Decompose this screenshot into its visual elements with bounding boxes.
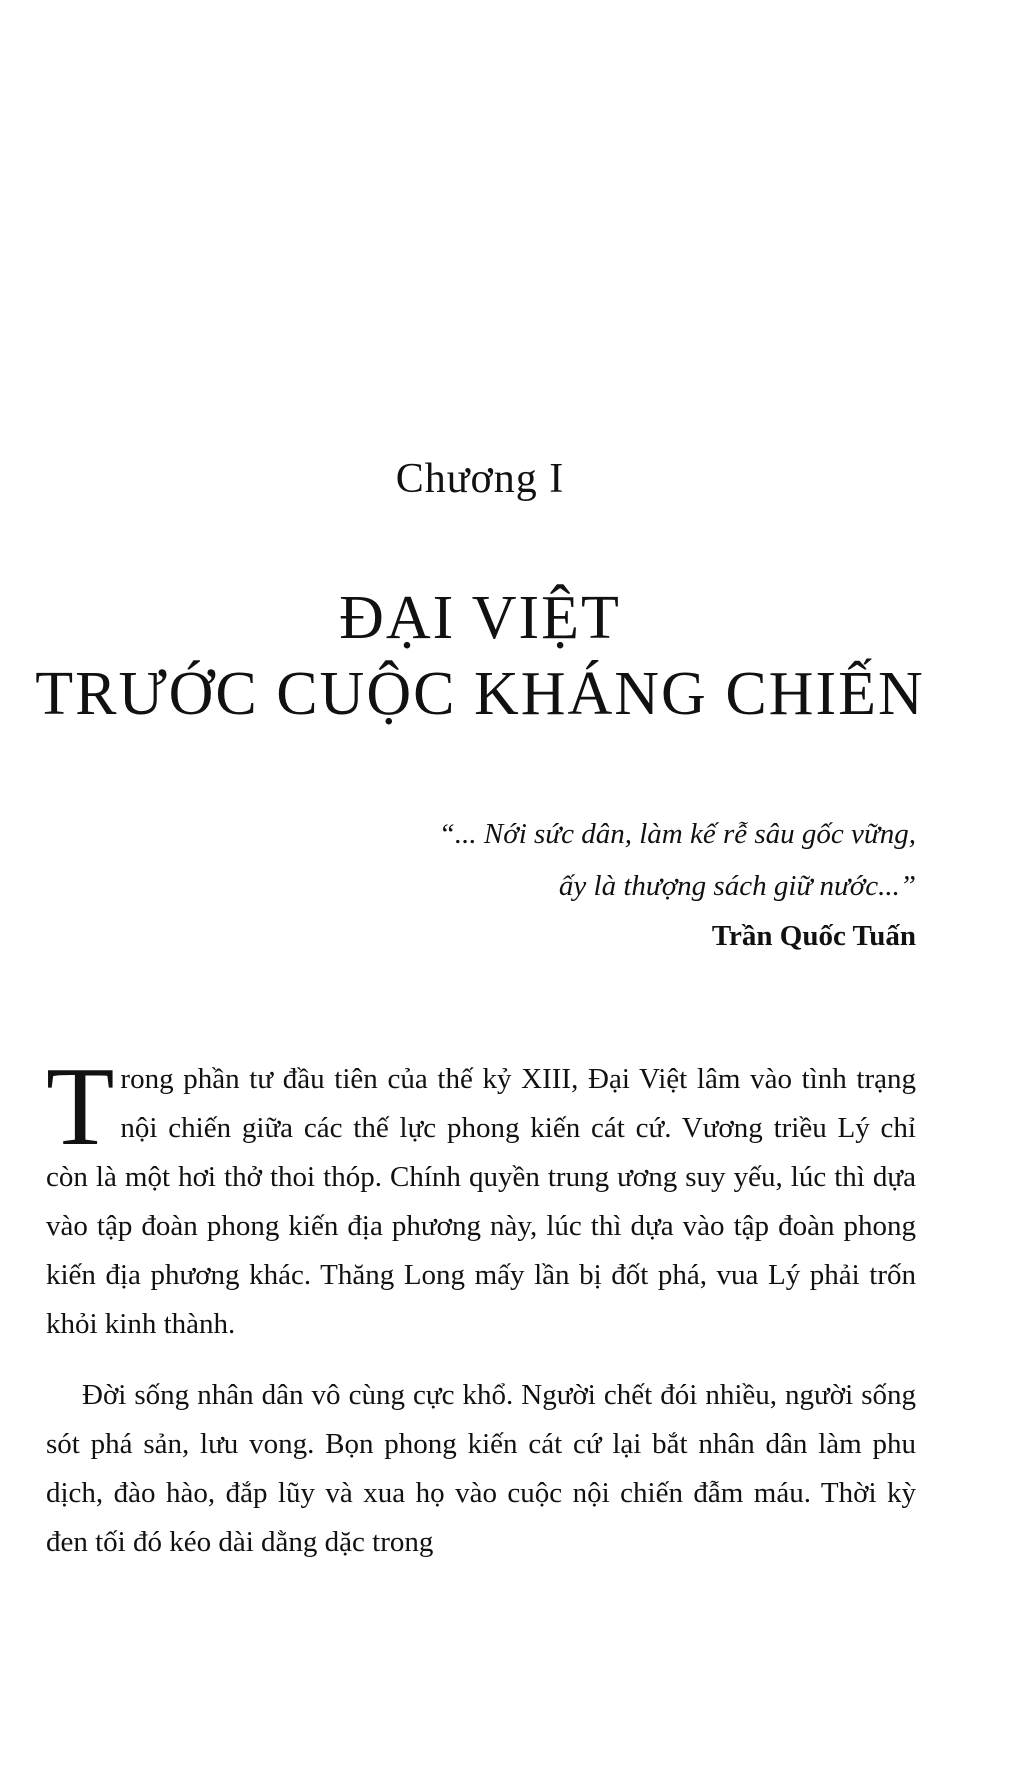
chapter-title-line-1: ĐẠI VIỆT — [339, 584, 621, 652]
epigraph-author: Trần Quốc Tuấn — [711, 920, 916, 952]
chapter-label: Chương I — [395, 456, 565, 502]
paragraph-1 — [46, 1045, 916, 1349]
epigraph-line-2: ấy là thượng sách giữ nước...” — [558, 870, 916, 902]
chapter-title — [0, 580, 960, 732]
paragraph-2 — [46, 1371, 916, 1567]
epigraph-quote — [216, 808, 916, 912]
body-text — [46, 1045, 916, 1589]
chapter-title-line-2: TRƯỚC CUỘC KHÁNG CHIẾN — [35, 660, 925, 728]
paragraph-1-text: rong phần tư đầu tiên của thế kỷ XIII, Đại Việt lâm vào tình trạng nội chiến giữa các thế lực phong kiến cát cứ. Vương triều Lý chỉ còn là một hơi thở thoi thóp. Chính quyền trung ương suy yếu, lúc thì dựa vào tập đoàn phong kiến địa phương này, lúc thì dựa vào tập đoàn phong kiến địa phương khác. Thăng Long mấy lần bị đốt phá, vua Lý phải trốn khỏi kinh thành. — [46, 1063, 916, 1340]
paragraph-2-text: Đời sống nhân dân vô cùng cực khổ. Người chết đói nhiều, người sống sót phá sản, lưu vong. Bọn phong kiến cát cứ lại bắt nhân dân làm phu dịch, đào hào, đắp lũy và xua họ vào cuộc nội chiến đẫm máu. Thời kỳ đen tối đó kéo dài dằng dặc trong — [46, 1379, 916, 1558]
epigraph-line-1: “... Nới sức dân, làm kế rễ sâu gốc vững, — [438, 818, 916, 850]
drop-cap: T — [46, 1045, 115, 1169]
